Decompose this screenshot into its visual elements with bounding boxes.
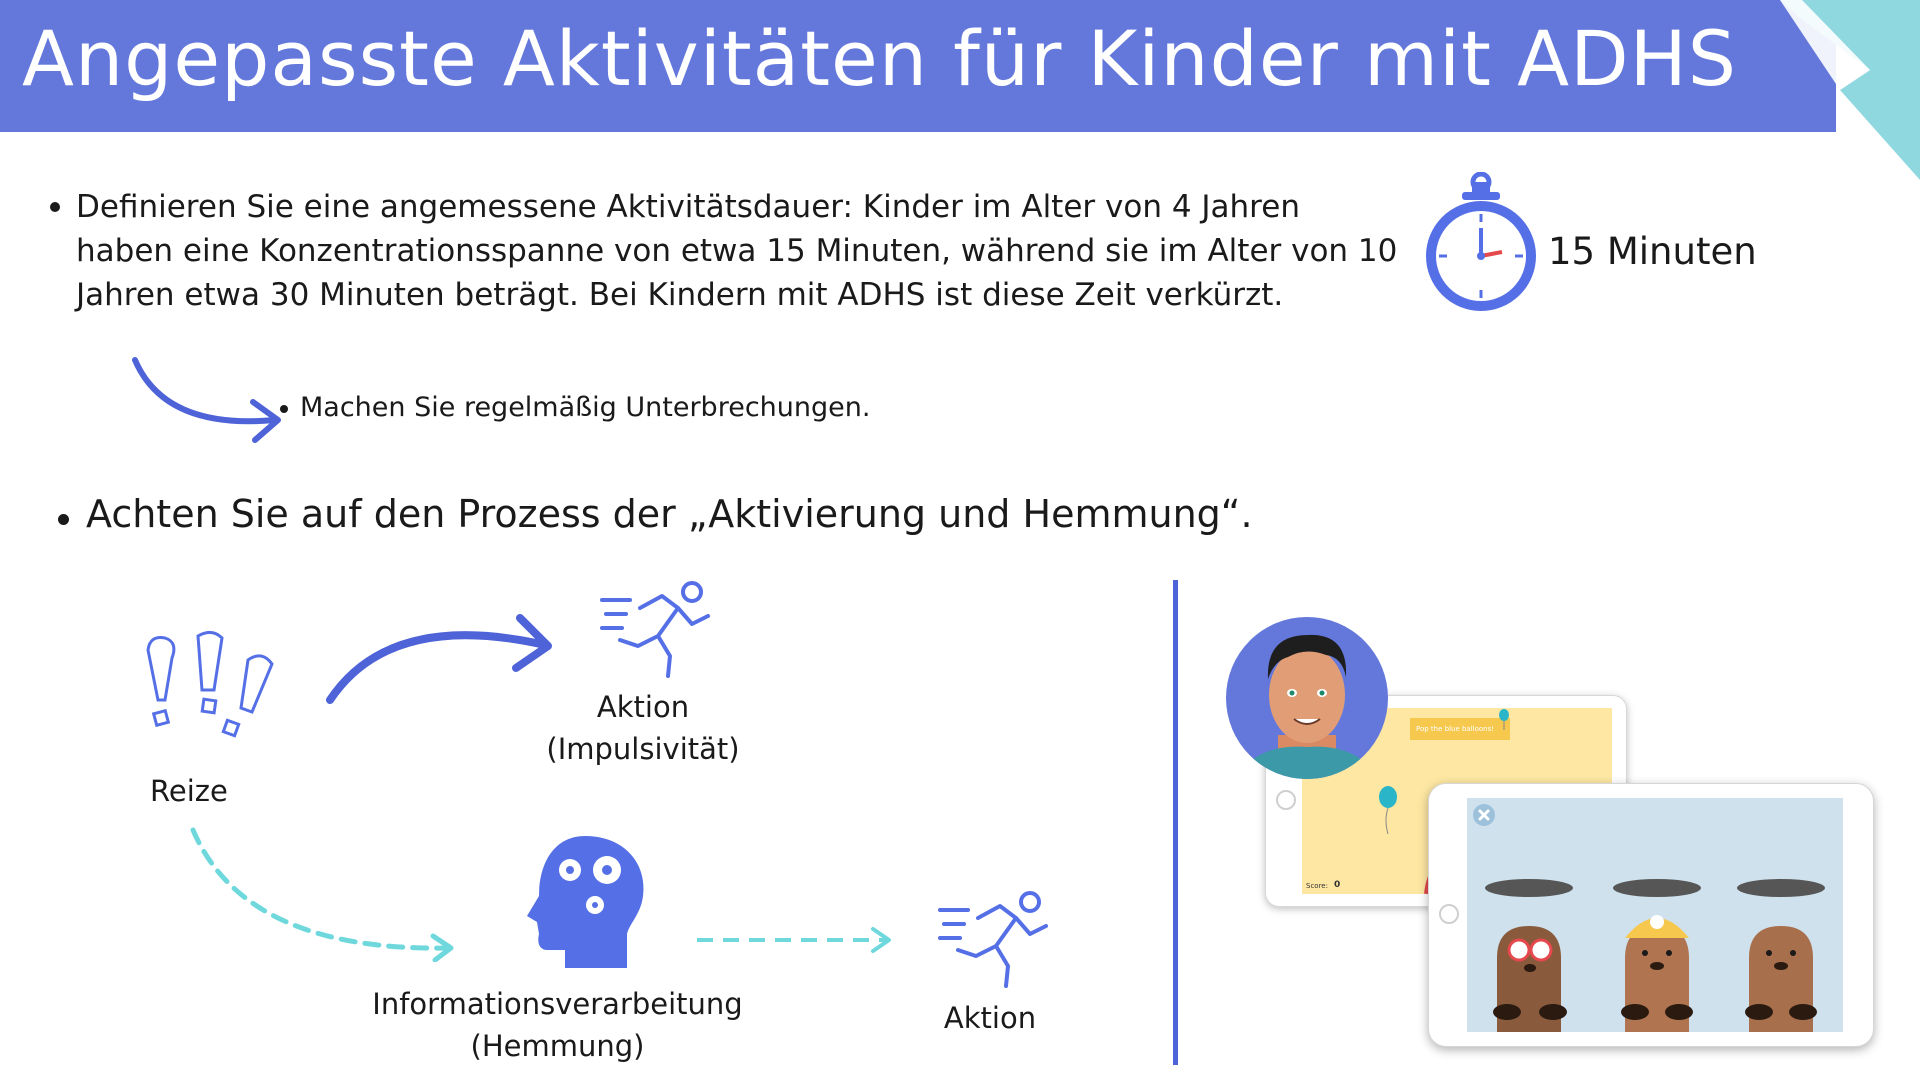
score-label: Score: — [1306, 882, 1328, 890]
balloon-prompt-text: Pop the blue balloons! — [1416, 725, 1495, 733]
bullet-duration — [76, 185, 1406, 317]
runner-icon — [938, 888, 1053, 988]
tablet-mole-game — [1428, 783, 1874, 1047]
action-impulsive-line1: Aktion — [596, 690, 690, 724]
stopwatch-icon — [1422, 172, 1540, 312]
tablet-home-button — [1276, 790, 1296, 810]
mole-game-screen — [1467, 798, 1843, 1032]
action-label: Aktion — [943, 1001, 1037, 1035]
mole-icon — [1745, 926, 1817, 1032]
arrow-solid-icon — [320, 600, 560, 710]
balloon-prompt-banner — [1410, 718, 1510, 740]
vertical-divider — [1173, 580, 1178, 1065]
balloon-icon — [1497, 708, 1511, 730]
avatar — [1226, 617, 1388, 779]
bullet-breaks-text: Machen Sie regelmäßig Unterbrechungen. — [300, 392, 871, 423]
processing-line2: (Hemmung) — [470, 1029, 645, 1063]
bullet-process-text: Achten Sie auf den Prozess der „Aktivierung und Hemmung“. — [86, 492, 1253, 536]
stimuli-label: Reize — [150, 774, 228, 808]
exclamation-marks-icon — [140, 630, 290, 745]
runner-icon — [600, 578, 715, 678]
timer-label: 15 Minuten — [1548, 230, 1757, 273]
mole-scene — [1467, 798, 1843, 1032]
bullet-breaks — [300, 392, 870, 423]
mole-icon — [1493, 926, 1567, 1032]
balloon-icon — [1376, 786, 1400, 836]
processing-label — [355, 983, 760, 1067]
score-value: 0 — [1334, 880, 1341, 890]
head-gears-icon — [525, 830, 650, 970]
curved-arrow-icon — [125, 350, 290, 450]
processing-line1: Informationsverarbeitung — [372, 987, 743, 1021]
arrow-dashed-curved-icon — [185, 822, 465, 962]
action-impulsive-label — [538, 686, 748, 770]
bullet-duration-text: Definieren Sie eine angemessene Aktivitätsdauer: Kinder im Alter von 4 Jahren haben eine Konzentrationsspanne von etwa 15 Minuten, während sie im Alter von 10 Jahren etwa 30 Minuten beträgt. Bei Kindern mit ADHS ist diese Zeit verkürzt. — [76, 189, 1398, 313]
arrow-dashed-straight-icon — [695, 925, 895, 955]
bullet-process — [86, 492, 1253, 536]
mole-icon — [1621, 915, 1693, 1032]
action-impulsive-line2: (Impulsivität) — [546, 732, 740, 766]
corner-decoration — [1780, 0, 1920, 180]
bullet-dot-icon — [280, 405, 288, 413]
page-title: Angepasste Aktivitäten für Kinder mit ADHS — [22, 14, 1738, 103]
bullet-dot-icon — [50, 202, 60, 212]
bullet-dot-icon — [58, 514, 69, 525]
tablet-home-button — [1439, 904, 1459, 924]
